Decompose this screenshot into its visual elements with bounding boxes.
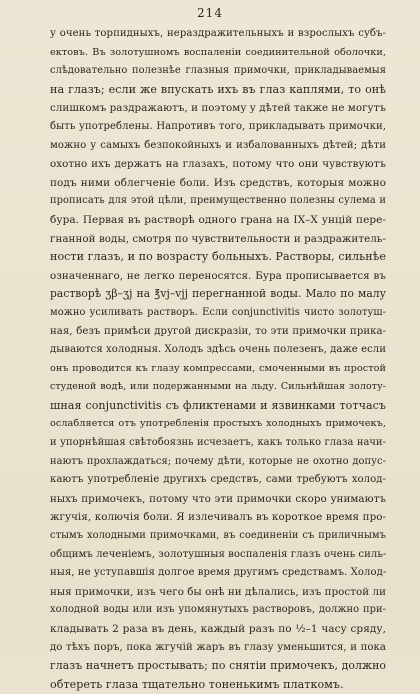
text-line: онъ проводится къ глазу компрессами, смоченными въ простой (50, 362, 386, 374)
text-line: холодной воды или изъ упомянутыхъ растворовъ, должно при- (50, 604, 386, 616)
text-line: означеннаго, не легко переносятся. Бура прописывается въ (50, 269, 386, 282)
text-line: обтереть глаза тщательно тоненькимъ платкомъ. (50, 677, 344, 691)
text-line: гнанной воды, смотря по чувствительности и раздражитель- (50, 232, 386, 245)
text-line: охотно ихъ держатъ на глазахъ, потому что они чувствуютъ (50, 158, 386, 171)
text-line: и упорнѣйшая свѣтобоязнь исчезаетъ, какъ только глаза начи- (50, 437, 386, 449)
text-line: слишкомъ раздражаютъ, и поэтому у дѣтей также не могутъ (50, 102, 387, 115)
text-line: жгучія, колючія боли. Я излечивалъ въ короткое время про- (50, 511, 386, 524)
text-line: подъ ними облегченіе боли. Изъ средствъ, которыя можно (50, 176, 386, 189)
body-text (50, 25, 386, 694)
text-line: глазъ начнетъ простывать; по снятіи примочекъ, должно (50, 659, 386, 673)
text-line: наютъ прохлаждаться; почему дѣти, которые не охотно допус- (50, 455, 386, 467)
text-line: бура. Первая въ растворѣ одного грана на IX–X унцій пере- (50, 213, 386, 226)
text-line: ности глазъ, и по возрасту больныхъ. Растворы, сильнѣе (50, 250, 387, 264)
text-line: прописать для этой цѣли, преимущественно полезны сулема и (50, 195, 386, 207)
text-line: ная, безъ примѣси другой дискразіи, то эти примочки прика- (50, 325, 386, 337)
text-line: дываются холодныя. Холодъ здѣсь очень полезенъ, даже если (50, 344, 387, 356)
text-line: шная conjunctivitis съ фликтенами и язвинками тотчасъ (50, 398, 386, 412)
text-line: слѣдовательно полезнѣе глазныя примочки, прикладываемыя (50, 65, 386, 77)
text-line: ектовъ. Въ золотушномъ воспаленіи соединительной оболочки, (50, 46, 386, 58)
text-line: растворѣ ʒβ–ʒj на ℥vj–vjj перегнанной воды. Мало по малу (50, 287, 386, 301)
text-line: у очень торпидныхъ, нераздражительныхъ и взрослыхъ субъ- (50, 28, 386, 39)
text-line: ныхъ примочекъ, потому что эти примочки скоро унимаютъ (50, 492, 386, 505)
text-line: стымъ холодными примочками, въ соединеніи съ приличнымъ (50, 530, 386, 542)
text-line: ныя примочки, изъ чего бы онѣ ни дѣлались, изъ простой ли (50, 585, 386, 598)
text-line: на глазъ; если же впускать ихъ въ глаз каплями, то онѣ (50, 82, 386, 96)
text-line: ослабляется отъ употребленія простыхъ холодныхъ примочекъ, (50, 418, 386, 430)
page-number: 214 (197, 6, 223, 20)
text-line: быть употреблены. Напротивъ того, прикладывать примочки, (50, 120, 386, 132)
text-line: до тѣхъ поръ, пока жгучій жаръ въ глазу уменьшится, и пока (50, 641, 386, 653)
text-line: студеной водѣ, или подержанными на льду. Сильнѣйшая золоту- (50, 381, 386, 393)
text-line: кладывать 2 раза въ день, каждый разъ по ½–1 часу сряду, (50, 623, 386, 635)
text-line: ныя, не уступавшія долгое время другимъ средствамъ. Холод- (50, 567, 387, 579)
text-line: каютъ употребленіе другихъ средствъ, сами требуютъ холод- (50, 474, 386, 486)
text-line: можно усиливать растворъ. Если conjunctivitis чисто золотуш- (50, 306, 386, 318)
text-line: общимъ леченіемъ, золотушныя воспаленія глазъ очень силь- (50, 548, 387, 560)
text-line: можно у самыхъ безпокойныхъ и избалованныхъ дѣтей; дѣти (50, 139, 386, 151)
